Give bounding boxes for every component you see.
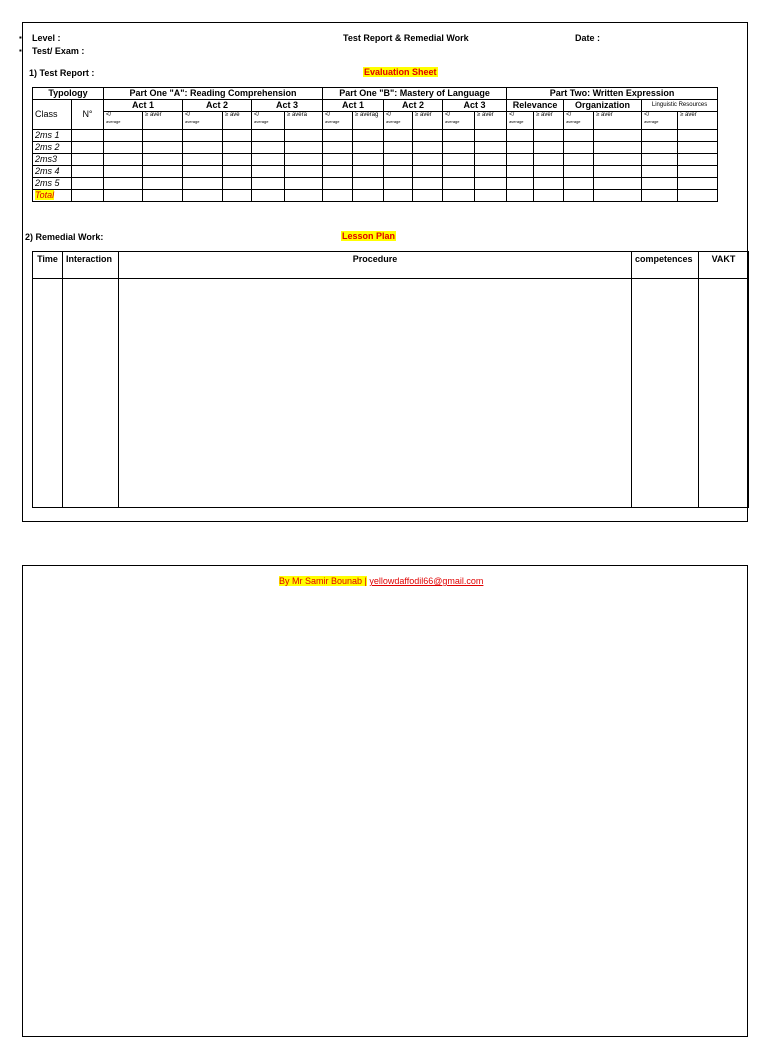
- sub-column-above: ≥ aver: [413, 112, 443, 130]
- sub-column-above: ≥ aver: [534, 112, 564, 130]
- class-cell: 2ms 4: [33, 166, 72, 178]
- act-header: Act 2: [183, 100, 252, 112]
- sub-column-below: </ average: [323, 112, 353, 130]
- interaction-header: Interaction: [63, 252, 119, 279]
- sub-column-below: </ average: [183, 112, 223, 130]
- lesson-plan-table: [32, 251, 749, 508]
- number-header: N°: [72, 100, 104, 130]
- page-one: [19, 22, 748, 522]
- level-label: Level :: [32, 33, 61, 43]
- sub-column-above: ≥ aver: [678, 112, 718, 130]
- lesson-body-row: [33, 279, 749, 508]
- evaluation-table: [32, 87, 718, 202]
- part-two-header: Part Two: Written Expression: [507, 88, 718, 100]
- sub-column-above: ≥ avera: [285, 112, 323, 130]
- sub-column-below: </ average: [252, 112, 285, 130]
- date-label: Date :: [575, 33, 601, 43]
- competences-header: competences: [632, 252, 699, 279]
- total-label: Total: [35, 190, 55, 200]
- remedial-work-heading: 2) Remedial Work:: [25, 232, 104, 242]
- test-report-heading: 1) Test Report :: [29, 68, 95, 78]
- act-header: Act 1: [323, 100, 384, 112]
- sub-column-below: </ average: [104, 112, 143, 130]
- table-row: [33, 178, 718, 190]
- procedure-header: Procedure: [119, 252, 632, 279]
- sub-column-below: </ average: [564, 112, 594, 130]
- class-cell: 2ms 2: [33, 142, 72, 154]
- sub-column-below: </ average: [642, 112, 678, 130]
- test-exam-label: Test/ Exam :: [32, 46, 85, 56]
- sub-column-above: ≥ ave: [223, 112, 252, 130]
- vakt-header: VAKT: [699, 252, 749, 279]
- organization-header: Organization: [564, 100, 642, 112]
- sub-column-below: </ average: [384, 112, 413, 130]
- document-title: Test Report & Remedial Work: [343, 33, 469, 43]
- class-cell: 2ms3: [33, 154, 72, 166]
- sub-column-above: ≥ aver: [475, 112, 507, 130]
- header-row-acts: [33, 100, 718, 112]
- table-row: [33, 166, 718, 178]
- bullet-icon: ▪: [19, 33, 22, 42]
- act-header: Act 3: [252, 100, 323, 112]
- evaluation-sheet-title: Evaluation Sheet: [364, 67, 437, 77]
- class-header: Class: [33, 100, 72, 130]
- part-b-header: Part One "B": Mastery of Language: [323, 88, 507, 100]
- total-cell: [33, 190, 72, 202]
- sub-column-above: ≥ aver: [594, 112, 642, 130]
- sub-column-above: ≥ aver: [143, 112, 183, 130]
- table-row: [33, 154, 718, 166]
- act-header: Act 3: [443, 100, 507, 112]
- act-header: Act 2: [384, 100, 443, 112]
- time-header: Time: [33, 252, 63, 279]
- author-credit: [279, 576, 483, 586]
- act-header: Act 1: [104, 100, 183, 112]
- part-a-header: Part One "A": Reading Comprehension: [104, 88, 323, 100]
- sub-column-above: ≥ averag: [353, 112, 384, 130]
- class-cell: 2ms 1: [33, 130, 72, 142]
- linguistic-resources-header: Linguistic Resources: [642, 100, 718, 112]
- bullet-icon: ▪: [19, 46, 22, 55]
- author-name: By Mr Samir Bounab |: [279, 576, 367, 586]
- total-row: [33, 190, 718, 202]
- sub-column-below: </ average: [443, 112, 475, 130]
- relevance-header: Relevance: [507, 100, 564, 112]
- author-email-link[interactable]: yellowdaffodil66@gmail.com: [369, 576, 484, 586]
- header-row-subcolumns: [33, 112, 718, 130]
- header-row-parts: [33, 88, 718, 100]
- class-cell: 2ms 5: [33, 178, 72, 190]
- lesson-plan-title: Lesson Plan: [342, 231, 396, 241]
- lesson-header-row: [33, 252, 749, 279]
- table-row: [33, 142, 718, 154]
- table-row: [33, 130, 718, 142]
- page-two: [22, 565, 748, 1037]
- sub-column-below: </ average: [507, 112, 534, 130]
- typology-header: Typology: [33, 88, 104, 100]
